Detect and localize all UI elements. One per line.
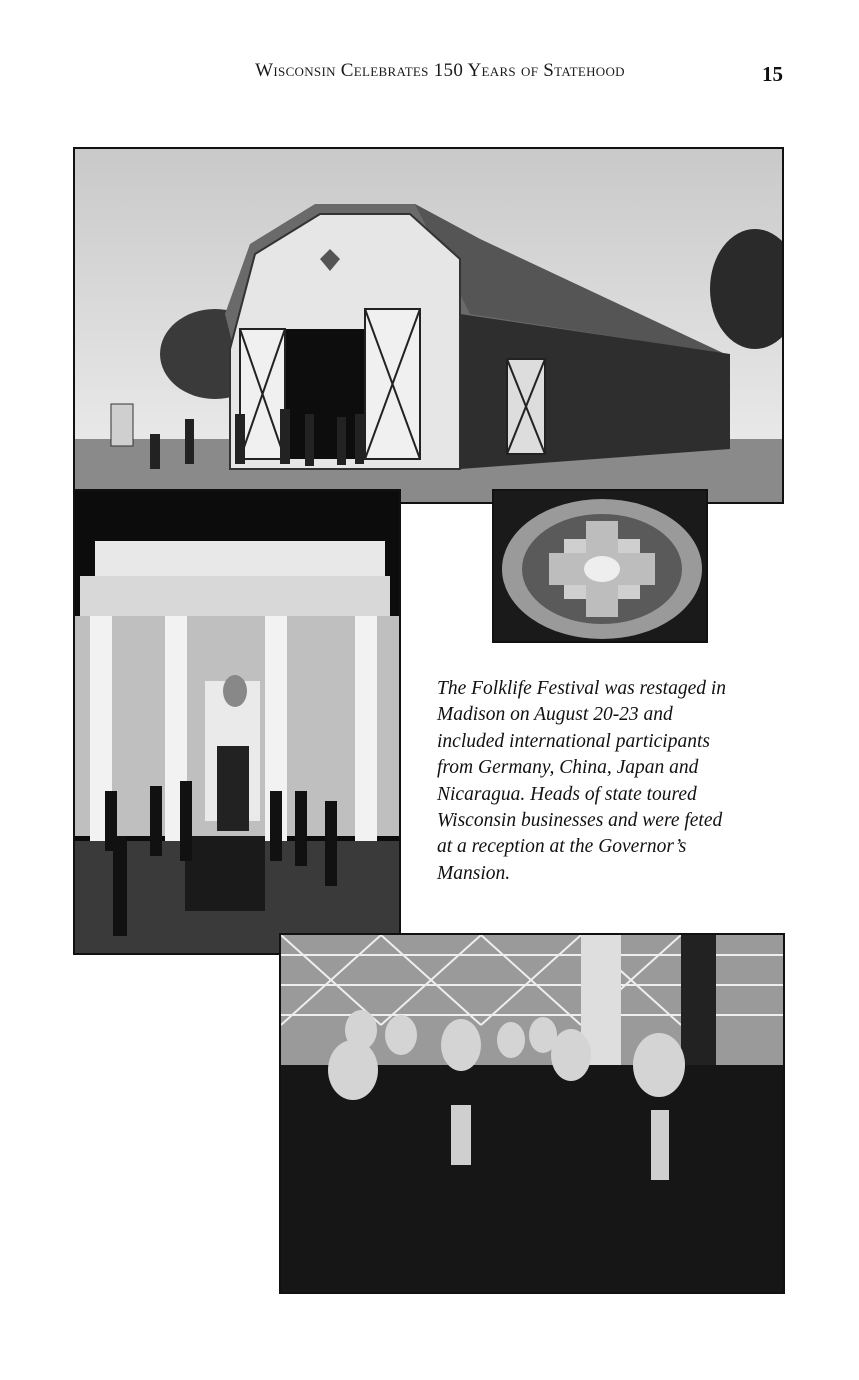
- photo-caption: [437, 676, 782, 887]
- mandala-illustration: [494, 491, 706, 641]
- group-illustration: [281, 935, 783, 1292]
- caption-line: from Germany, China, Japan and: [437, 757, 699, 779]
- group-photo: [279, 933, 785, 1294]
- caption-line: included international participants: [437, 730, 710, 752]
- mansion-photo: [73, 489, 401, 955]
- mansion-illustration: [75, 491, 399, 953]
- caption-line: Wisconsin businesses and were feted: [437, 810, 723, 832]
- caption-line: The Folklife Festival was restaged in: [437, 678, 727, 699]
- caption-line: Madison on August 20-23 and: [437, 704, 673, 726]
- caption-line: Mansion.: [437, 862, 511, 884]
- mandala-photo: [492, 489, 708, 643]
- caption-line: at a reception at the Governor’s: [437, 836, 687, 858]
- page-number: 15: [762, 62, 783, 86]
- running-title: Wisconsin Celebrates 150 Years of Statehood: [255, 60, 625, 81]
- barn-photo: [73, 147, 784, 504]
- caption-line: Nicaragua. Heads of state toured: [437, 783, 697, 805]
- barn-illustration: [75, 149, 782, 502]
